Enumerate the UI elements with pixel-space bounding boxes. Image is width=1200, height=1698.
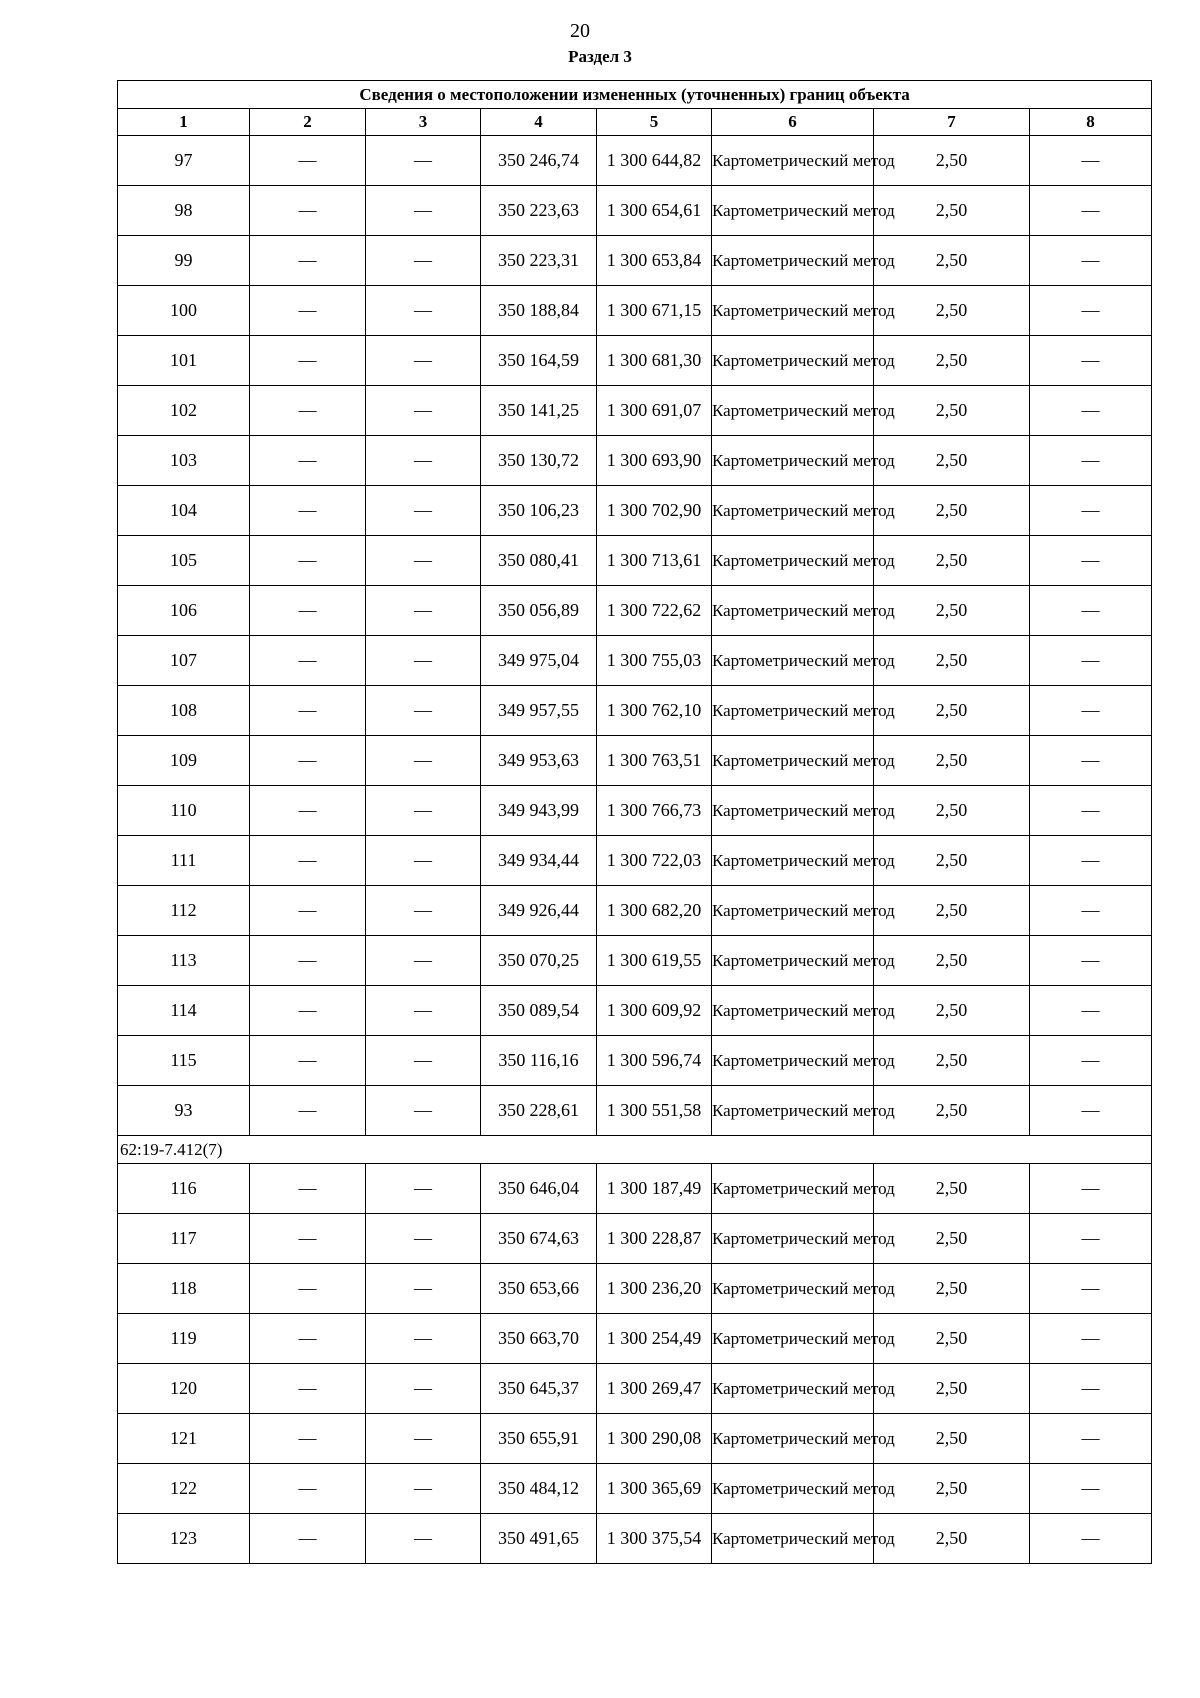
point-number: 100: [118, 286, 250, 336]
col-3-value: —: [366, 636, 481, 686]
x-coordinate: 350 645,37: [481, 1364, 597, 1414]
col-8-value: —: [1030, 1086, 1152, 1136]
x-coordinate: 350 674,63: [481, 1214, 597, 1264]
table-row: [118, 736, 1152, 786]
col-3-value: —: [366, 1036, 481, 1086]
accuracy: 2,50: [874, 386, 1030, 436]
accuracy: 2,50: [874, 1414, 1030, 1464]
col-3-value: —: [366, 786, 481, 836]
table-body: [118, 136, 1152, 1564]
table-caption-row: [118, 81, 1152, 109]
table-row: [118, 386, 1152, 436]
y-coordinate: 1 300 682,20: [597, 886, 712, 936]
x-coordinate: 350 223,63: [481, 186, 597, 236]
y-coordinate: 1 300 722,62: [597, 586, 712, 636]
point-number: 112: [118, 886, 250, 936]
table-row: [118, 1164, 1152, 1214]
boundary-coordinates-table: [117, 80, 1152, 1564]
point-number: 121: [118, 1414, 250, 1464]
col-8-value: —: [1030, 486, 1152, 536]
y-coordinate: 1 300 551,58: [597, 1086, 712, 1136]
col-3-value: —: [366, 1464, 481, 1514]
table-row: [118, 236, 1152, 286]
col-3-value: —: [366, 1214, 481, 1264]
point-number: 108: [118, 686, 250, 736]
method: Картометрический метод: [712, 286, 874, 336]
table-row: [118, 1314, 1152, 1364]
y-coordinate: 1 300 254,49: [597, 1314, 712, 1364]
table-row: [118, 886, 1152, 936]
accuracy: 2,50: [874, 736, 1030, 786]
x-coordinate: 350 655,91: [481, 1414, 597, 1464]
table-row: [118, 336, 1152, 386]
method: Картометрический метод: [712, 1164, 874, 1214]
table-row: [118, 686, 1152, 736]
x-coordinate: 350 246,74: [481, 136, 597, 186]
column-number-4: 4: [481, 109, 597, 136]
col-8-value: —: [1030, 686, 1152, 736]
point-number: 118: [118, 1264, 250, 1314]
table-caption: Сведения о местоположении измененных (уточненных) границ объекта: [118, 81, 1152, 109]
x-coordinate: 350 164,59: [481, 336, 597, 386]
method: Картометрический метод: [712, 1214, 874, 1264]
col-3-value: —: [366, 836, 481, 886]
y-coordinate: 1 300 187,49: [597, 1164, 712, 1214]
accuracy: 2,50: [874, 486, 1030, 536]
point-number: 98: [118, 186, 250, 236]
col-8-value: —: [1030, 1514, 1152, 1564]
accuracy: 2,50: [874, 436, 1030, 486]
col-8-value: —: [1030, 236, 1152, 286]
page-number: 20: [570, 20, 590, 42]
col-3-value: —: [366, 1514, 481, 1564]
accuracy: 2,50: [874, 686, 1030, 736]
col-2-value: —: [250, 336, 366, 386]
col-2-value: —: [250, 536, 366, 586]
method: Картометрический метод: [712, 136, 874, 186]
x-coordinate: 350 106,23: [481, 486, 597, 536]
method: Картометрический метод: [712, 686, 874, 736]
col-2-value: —: [250, 1314, 366, 1364]
col-2-value: —: [250, 1036, 366, 1086]
accuracy: 2,50: [874, 1214, 1030, 1264]
point-number: 122: [118, 1464, 250, 1514]
method: Картометрический метод: [712, 1086, 874, 1136]
x-coordinate: 350 116,16: [481, 1036, 597, 1086]
col-3-value: —: [366, 1086, 481, 1136]
method: Картометрический метод: [712, 336, 874, 386]
table-row: [118, 1364, 1152, 1414]
point-number: 93: [118, 1086, 250, 1136]
col-3-value: —: [366, 1364, 481, 1414]
x-coordinate: 350 070,25: [481, 936, 597, 986]
method: Картометрический метод: [712, 236, 874, 286]
y-coordinate: 1 300 691,07: [597, 386, 712, 436]
accuracy: 2,50: [874, 886, 1030, 936]
column-number-row: [118, 109, 1152, 136]
point-number: 107: [118, 636, 250, 686]
y-coordinate: 1 300 702,90: [597, 486, 712, 536]
point-number: 117: [118, 1214, 250, 1264]
table-row: [118, 536, 1152, 586]
col-8-value: —: [1030, 936, 1152, 986]
col-8-value: —: [1030, 136, 1152, 186]
point-number: 103: [118, 436, 250, 486]
table-row: [118, 136, 1152, 186]
col-3-value: —: [366, 336, 481, 386]
col-8-value: —: [1030, 636, 1152, 686]
point-number: 113: [118, 936, 250, 986]
x-coordinate: 349 943,99: [481, 786, 597, 836]
col-8-value: —: [1030, 286, 1152, 336]
table-row: [118, 486, 1152, 536]
accuracy: 2,50: [874, 1464, 1030, 1514]
col-8-value: —: [1030, 186, 1152, 236]
accuracy: 2,50: [874, 786, 1030, 836]
method: Картометрический метод: [712, 736, 874, 786]
col-2-value: —: [250, 1164, 366, 1214]
table-row: [118, 186, 1152, 236]
col-3-value: —: [366, 186, 481, 236]
method: Картометрический метод: [712, 536, 874, 586]
col-2-value: —: [250, 786, 366, 836]
accuracy: 2,50: [874, 1036, 1030, 1086]
column-number-5: 5: [597, 109, 712, 136]
x-coordinate: 350 141,25: [481, 386, 597, 436]
col-2-value: —: [250, 936, 366, 986]
table-row: [118, 1414, 1152, 1464]
col-2-value: —: [250, 286, 366, 336]
section-title: Раздел 3: [568, 47, 632, 66]
col-8-value: —: [1030, 586, 1152, 636]
col-2-value: —: [250, 636, 366, 686]
col-2-value: —: [250, 436, 366, 486]
point-number: 102: [118, 386, 250, 436]
method: Картометрический метод: [712, 586, 874, 636]
column-number-6: 6: [712, 109, 874, 136]
table-row: [118, 1036, 1152, 1086]
table-row: [118, 436, 1152, 486]
group-label: 62:19-7.412(7): [118, 1136, 1152, 1164]
point-number: 106: [118, 586, 250, 636]
point-number: 97: [118, 136, 250, 186]
point-number: 104: [118, 486, 250, 536]
col-8-value: —: [1030, 1036, 1152, 1086]
table-row: [118, 986, 1152, 1036]
point-number: 116: [118, 1164, 250, 1214]
y-coordinate: 1 300 654,61: [597, 186, 712, 236]
accuracy: 2,50: [874, 1164, 1030, 1214]
accuracy: 2,50: [874, 1364, 1030, 1414]
method: Картометрический метод: [712, 486, 874, 536]
col-2-value: —: [250, 1414, 366, 1464]
method: Картометрический метод: [712, 636, 874, 686]
method: Картометрический метод: [712, 1364, 874, 1414]
col-3-value: —: [366, 886, 481, 936]
accuracy: 2,50: [874, 986, 1030, 1036]
x-coordinate: 349 934,44: [481, 836, 597, 886]
col-8-value: —: [1030, 1464, 1152, 1514]
y-coordinate: 1 300 766,73: [597, 786, 712, 836]
x-coordinate: 350 646,04: [481, 1164, 597, 1214]
accuracy: 2,50: [874, 286, 1030, 336]
accuracy: 2,50: [874, 586, 1030, 636]
col-2-value: —: [250, 136, 366, 186]
x-coordinate: 350 663,70: [481, 1314, 597, 1364]
col-8-value: —: [1030, 1314, 1152, 1364]
col-2-value: —: [250, 1364, 366, 1414]
x-coordinate: 349 953,63: [481, 736, 597, 786]
col-3-value: —: [366, 386, 481, 436]
x-coordinate: 350 080,41: [481, 536, 597, 586]
col-3-value: —: [366, 136, 481, 186]
x-coordinate: 350 089,54: [481, 986, 597, 1036]
x-coordinate: 350 228,61: [481, 1086, 597, 1136]
table-row: [118, 786, 1152, 836]
table-row: [118, 286, 1152, 336]
col-3-value: —: [366, 736, 481, 786]
point-number: 110: [118, 786, 250, 836]
accuracy: 2,50: [874, 836, 1030, 886]
y-coordinate: 1 300 609,92: [597, 986, 712, 1036]
method: Картометрический метод: [712, 836, 874, 886]
y-coordinate: 1 300 596,74: [597, 1036, 712, 1086]
col-3-value: —: [366, 986, 481, 1036]
accuracy: 2,50: [874, 1314, 1030, 1364]
col-2-value: —: [250, 1464, 366, 1514]
point-number: 114: [118, 986, 250, 1036]
col-8-value: —: [1030, 736, 1152, 786]
method: Картометрический метод: [712, 1314, 874, 1364]
y-coordinate: 1 300 653,84: [597, 236, 712, 286]
col-3-value: —: [366, 1414, 481, 1464]
accuracy: 2,50: [874, 136, 1030, 186]
col-8-value: —: [1030, 786, 1152, 836]
col-8-value: —: [1030, 836, 1152, 886]
col-2-value: —: [250, 1214, 366, 1264]
accuracy: 2,50: [874, 336, 1030, 386]
x-coordinate: 350 491,65: [481, 1514, 597, 1564]
x-coordinate: 349 975,04: [481, 636, 597, 686]
col-3-value: —: [366, 536, 481, 586]
y-coordinate: 1 300 671,15: [597, 286, 712, 336]
col-8-value: —: [1030, 1164, 1152, 1214]
method: Картометрический метод: [712, 886, 874, 936]
y-coordinate: 1 300 365,69: [597, 1464, 712, 1514]
y-coordinate: 1 300 762,10: [597, 686, 712, 736]
y-coordinate: 1 300 763,51: [597, 736, 712, 786]
y-coordinate: 1 300 375,54: [597, 1514, 712, 1564]
column-number-1: 1: [118, 109, 250, 136]
col-3-value: —: [366, 1264, 481, 1314]
method: Картометрический метод: [712, 936, 874, 986]
accuracy: 2,50: [874, 1514, 1030, 1564]
point-number: 109: [118, 736, 250, 786]
method: Картометрический метод: [712, 436, 874, 486]
x-coordinate: 350 223,31: [481, 236, 597, 286]
table-row: [118, 1086, 1152, 1136]
y-coordinate: 1 300 236,20: [597, 1264, 712, 1314]
point-number: 115: [118, 1036, 250, 1086]
col-2-value: —: [250, 236, 366, 286]
x-coordinate: 349 926,44: [481, 886, 597, 936]
column-number-2: 2: [250, 109, 366, 136]
table-row: [118, 1214, 1152, 1264]
y-coordinate: 1 300 619,55: [597, 936, 712, 986]
method: Картометрический метод: [712, 386, 874, 436]
x-coordinate: 350 188,84: [481, 286, 597, 336]
col-2-value: —: [250, 486, 366, 536]
col-8-value: —: [1030, 986, 1152, 1036]
col-2-value: —: [250, 686, 366, 736]
col-8-value: —: [1030, 1414, 1152, 1464]
y-coordinate: 1 300 644,82: [597, 136, 712, 186]
col-2-value: —: [250, 836, 366, 886]
col-3-value: —: [366, 1164, 481, 1214]
column-number-3: 3: [366, 109, 481, 136]
col-2-value: —: [250, 886, 366, 936]
method: Картометрический метод: [712, 986, 874, 1036]
col-2-value: —: [250, 986, 366, 1036]
accuracy: 2,50: [874, 936, 1030, 986]
table-row: [118, 1514, 1152, 1564]
y-coordinate: 1 300 755,03: [597, 636, 712, 686]
y-coordinate: 1 300 228,87: [597, 1214, 712, 1264]
method: Картометрический метод: [712, 1036, 874, 1086]
column-number-7: 7: [874, 109, 1030, 136]
col-2-value: —: [250, 386, 366, 436]
point-number: 120: [118, 1364, 250, 1414]
point-number: 111: [118, 836, 250, 886]
accuracy: 2,50: [874, 1086, 1030, 1136]
col-8-value: —: [1030, 336, 1152, 386]
table-row: [118, 836, 1152, 886]
col-3-value: —: [366, 486, 481, 536]
accuracy: 2,50: [874, 636, 1030, 686]
x-coordinate: 350 130,72: [481, 436, 597, 486]
method: Картометрический метод: [712, 1514, 874, 1564]
y-coordinate: 1 300 290,08: [597, 1414, 712, 1464]
point-number: 119: [118, 1314, 250, 1364]
y-coordinate: 1 300 269,47: [597, 1364, 712, 1414]
col-8-value: —: [1030, 436, 1152, 486]
col-3-value: —: [366, 936, 481, 986]
col-3-value: —: [366, 686, 481, 736]
point-number: 123: [118, 1514, 250, 1564]
col-3-value: —: [366, 586, 481, 636]
column-number-8: 8: [1030, 109, 1152, 136]
method: Картометрический метод: [712, 1414, 874, 1464]
group-label-row: [118, 1136, 1152, 1164]
col-3-value: —: [366, 286, 481, 336]
table-row: [118, 636, 1152, 686]
table-row: [118, 936, 1152, 986]
col-3-value: —: [366, 1314, 481, 1364]
accuracy: 2,50: [874, 1264, 1030, 1314]
col-3-value: —: [366, 236, 481, 286]
method: Картометрический метод: [712, 786, 874, 836]
col-8-value: —: [1030, 1264, 1152, 1314]
accuracy: 2,50: [874, 536, 1030, 586]
col-2-value: —: [250, 586, 366, 636]
point-number: 99: [118, 236, 250, 286]
x-coordinate: 350 484,12: [481, 1464, 597, 1514]
col-2-value: —: [250, 736, 366, 786]
col-3-value: —: [366, 436, 481, 486]
point-number: 105: [118, 536, 250, 586]
y-coordinate: 1 300 681,30: [597, 336, 712, 386]
col-2-value: —: [250, 1514, 366, 1564]
table-row: [118, 586, 1152, 636]
table-row: [118, 1264, 1152, 1314]
col-2-value: —: [250, 1086, 366, 1136]
col-8-value: —: [1030, 536, 1152, 586]
col-2-value: —: [250, 186, 366, 236]
col-2-value: —: [250, 1264, 366, 1314]
col-8-value: —: [1030, 1364, 1152, 1414]
col-8-value: —: [1030, 386, 1152, 436]
x-coordinate: 350 056,89: [481, 586, 597, 636]
method: Картометрический метод: [712, 1464, 874, 1514]
y-coordinate: 1 300 693,90: [597, 436, 712, 486]
y-coordinate: 1 300 713,61: [597, 536, 712, 586]
col-8-value: —: [1030, 1214, 1152, 1264]
accuracy: 2,50: [874, 186, 1030, 236]
point-number: 101: [118, 336, 250, 386]
accuracy: 2,50: [874, 236, 1030, 286]
table-row: [118, 1464, 1152, 1514]
y-coordinate: 1 300 722,03: [597, 836, 712, 886]
col-8-value: —: [1030, 886, 1152, 936]
x-coordinate: 350 653,66: [481, 1264, 597, 1314]
x-coordinate: 349 957,55: [481, 686, 597, 736]
method: Картометрический метод: [712, 1264, 874, 1314]
method: Картометрический метод: [712, 186, 874, 236]
